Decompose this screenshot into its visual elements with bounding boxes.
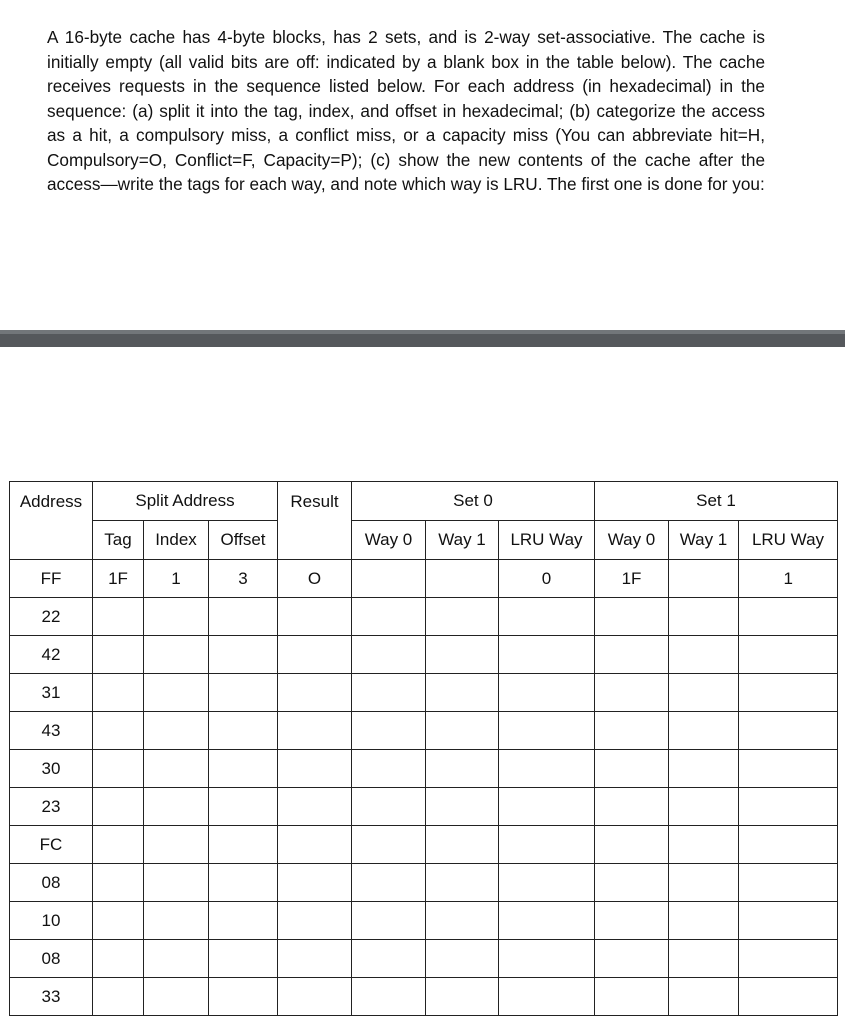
cell-set1-lru <box>739 598 838 636</box>
cell-set0-lru <box>499 598 595 636</box>
cell-set1-lru <box>739 636 838 674</box>
table-row <box>10 674 838 712</box>
cell-set1-way0 <box>595 712 669 750</box>
table-row <box>10 826 838 864</box>
section-divider <box>0 330 845 347</box>
cell-set1-way0 <box>595 978 669 1016</box>
cell-offset: 3 <box>209 560 278 598</box>
cell-set1-way0 <box>595 902 669 940</box>
cell-set1-lru <box>739 826 838 864</box>
cache-table <box>9 481 838 1016</box>
cell-set0-way0 <box>352 940 426 978</box>
cell-set1-way1 <box>669 826 739 864</box>
header-offset: Offset <box>209 521 278 560</box>
cell-set0-way0 <box>352 636 426 674</box>
table-row <box>10 788 838 826</box>
cell-set1-way0 <box>595 598 669 636</box>
cell-result <box>278 902 352 940</box>
cell-tag <box>93 712 144 750</box>
cell-address: FF <box>10 560 93 598</box>
cell-set1-way1 <box>669 864 739 902</box>
cell-tag <box>93 750 144 788</box>
cell-index <box>144 674 209 712</box>
cell-set1-lru <box>739 788 838 826</box>
cell-address: 08 <box>10 864 93 902</box>
cell-result <box>278 712 352 750</box>
cell-set1-lru <box>739 864 838 902</box>
cell-set0-way1 <box>426 940 499 978</box>
cell-set0-way1 <box>426 674 499 712</box>
cell-index <box>144 940 209 978</box>
cell-set1-way1 <box>669 788 739 826</box>
cell-set1-way1 <box>669 978 739 1016</box>
header-set0-way1: Way 1 <box>426 521 499 560</box>
header-set1-way1: Way 1 <box>669 521 739 560</box>
cell-set1-way1 <box>669 674 739 712</box>
cell-address: 10 <box>10 902 93 940</box>
cell-offset <box>209 940 278 978</box>
cell-address: 42 <box>10 636 93 674</box>
cell-tag <box>93 978 144 1016</box>
cell-set0-way1 <box>426 902 499 940</box>
cell-set1-way0: 1F <box>595 560 669 598</box>
cell-set1-lru <box>739 978 838 1016</box>
cell-set0-way0 <box>352 902 426 940</box>
cell-index <box>144 712 209 750</box>
cell-set1-way0 <box>595 940 669 978</box>
cell-address: 30 <box>10 750 93 788</box>
table-row <box>10 978 838 1016</box>
cell-address: 33 <box>10 978 93 1016</box>
cell-set0-way1 <box>426 788 499 826</box>
cell-set0-way0 <box>352 750 426 788</box>
cell-set0-way0 <box>352 978 426 1016</box>
cell-set0-way0 <box>352 674 426 712</box>
cell-set0-lru <box>499 978 595 1016</box>
cell-index: 1 <box>144 560 209 598</box>
cell-set0-lru <box>499 674 595 712</box>
cell-set0-way1 <box>426 598 499 636</box>
cell-set0-way0 <box>352 712 426 750</box>
header-index: Index <box>144 521 209 560</box>
cell-set1-way1 <box>669 712 739 750</box>
cell-set0-lru <box>499 826 595 864</box>
cell-set1-lru <box>739 750 838 788</box>
cell-set0-way1 <box>426 750 499 788</box>
cell-offset <box>209 788 278 826</box>
cell-result: O <box>278 560 352 598</box>
header-set-0: Set 0 <box>352 482 595 521</box>
cell-set1-way1 <box>669 902 739 940</box>
header-set1-way0: Way 0 <box>595 521 669 560</box>
cell-result <box>278 750 352 788</box>
cell-index <box>144 636 209 674</box>
cell-address: FC <box>10 826 93 864</box>
cell-offset <box>209 978 278 1016</box>
cell-set1-way1 <box>669 598 739 636</box>
cell-set0-lru: 0 <box>499 560 595 598</box>
cell-set1-lru <box>739 674 838 712</box>
cell-set0-way0 <box>352 788 426 826</box>
cell-offset <box>209 674 278 712</box>
cell-tag: 1F <box>93 560 144 598</box>
cell-set0-lru <box>499 788 595 826</box>
cell-set1-way0 <box>595 788 669 826</box>
cell-tag <box>93 636 144 674</box>
cell-set1-lru <box>739 712 838 750</box>
header-set0-way0: Way 0 <box>352 521 426 560</box>
table-row <box>10 560 838 598</box>
cell-set0-way1 <box>426 712 499 750</box>
cell-set0-lru <box>499 940 595 978</box>
cell-offset <box>209 712 278 750</box>
cell-tag <box>93 826 144 864</box>
cell-result <box>278 978 352 1016</box>
table-row <box>10 940 838 978</box>
cell-set1-lru <box>739 902 838 940</box>
header-set0-lru: LRU Way <box>499 521 595 560</box>
table-row <box>10 636 838 674</box>
cell-offset <box>209 864 278 902</box>
cell-set1-way0 <box>595 636 669 674</box>
cell-index <box>144 826 209 864</box>
table-row <box>10 712 838 750</box>
cell-offset <box>209 826 278 864</box>
cell-set1-way0 <box>595 750 669 788</box>
cell-set1-way0 <box>595 826 669 864</box>
cell-address: 31 <box>10 674 93 712</box>
cell-tag <box>93 598 144 636</box>
header-result: Result <box>278 482 352 560</box>
cell-set1-way1 <box>669 636 739 674</box>
cell-result <box>278 864 352 902</box>
cell-set1-way1 <box>669 940 739 978</box>
cell-index <box>144 788 209 826</box>
cell-address: 22 <box>10 598 93 636</box>
cell-result <box>278 788 352 826</box>
cell-result <box>278 940 352 978</box>
cell-set0-way1 <box>426 864 499 902</box>
cell-set0-way0 <box>352 864 426 902</box>
problem-text: A 16-byte cache has 4-byte blocks, has 2 sets, and is 2-way set-associative. The cache is initially empty (all valid bits are off: indicated by a blank box in the table below). The cache receives requests in the sequence listed below. For each address (in hexadecimal) in the sequence: (a) split it into the tag, index, and offset in hexadecimal; (b) categorize the access as a hit, a compulsory miss, a conflict miss, or a capacity miss (You can abbreviate hit=H, Compulsory=O, Conflict=F, Capacity=P); (c) show the new contents of the cache after the access—write the tags for each way, and note which way is LRU. The first one is done for you: <box>47 27 765 195</box>
cell-tag <box>93 940 144 978</box>
cell-set0-way1 <box>426 636 499 674</box>
cell-set1-way1 <box>669 750 739 788</box>
cell-tag <box>93 902 144 940</box>
cell-tag <box>93 788 144 826</box>
cell-set0-way1 <box>426 826 499 864</box>
cell-set1-way0 <box>595 864 669 902</box>
cell-index <box>144 598 209 636</box>
table-row <box>10 902 838 940</box>
table-row <box>10 864 838 902</box>
cell-set1-way0 <box>595 674 669 712</box>
cell-set1-way1 <box>669 560 739 598</box>
cell-set0-lru <box>499 864 595 902</box>
cell-set0-lru <box>499 636 595 674</box>
table-row <box>10 598 838 636</box>
cell-result <box>278 598 352 636</box>
cell-set1-lru <box>739 940 838 978</box>
cell-result <box>278 674 352 712</box>
cell-result <box>278 636 352 674</box>
cell-result <box>278 826 352 864</box>
header-address: Address <box>10 482 93 560</box>
cell-tag <box>93 674 144 712</box>
cell-set0-way0 <box>352 826 426 864</box>
cell-offset <box>209 598 278 636</box>
table-row <box>10 750 838 788</box>
header-split-address: Split Address <box>93 482 278 521</box>
cell-offset <box>209 902 278 940</box>
cell-address: 08 <box>10 940 93 978</box>
cell-set0-lru <box>499 712 595 750</box>
cell-address: 43 <box>10 712 93 750</box>
cell-index <box>144 902 209 940</box>
cell-offset <box>209 750 278 788</box>
cell-set0-lru <box>499 750 595 788</box>
header-set-1: Set 1 <box>595 482 838 521</box>
cell-index <box>144 864 209 902</box>
cell-index <box>144 750 209 788</box>
cell-set1-lru: 1 <box>739 560 838 598</box>
cell-set0-way1 <box>426 560 499 598</box>
cell-tag <box>93 864 144 902</box>
header-tag: Tag <box>93 521 144 560</box>
cell-address: 23 <box>10 788 93 826</box>
cell-set0-way1 <box>426 978 499 1016</box>
cell-offset <box>209 636 278 674</box>
cell-set0-lru <box>499 902 595 940</box>
cell-index <box>144 978 209 1016</box>
cell-set0-way0 <box>352 560 426 598</box>
header-set1-lru: LRU Way <box>739 521 838 560</box>
cell-set0-way0 <box>352 598 426 636</box>
